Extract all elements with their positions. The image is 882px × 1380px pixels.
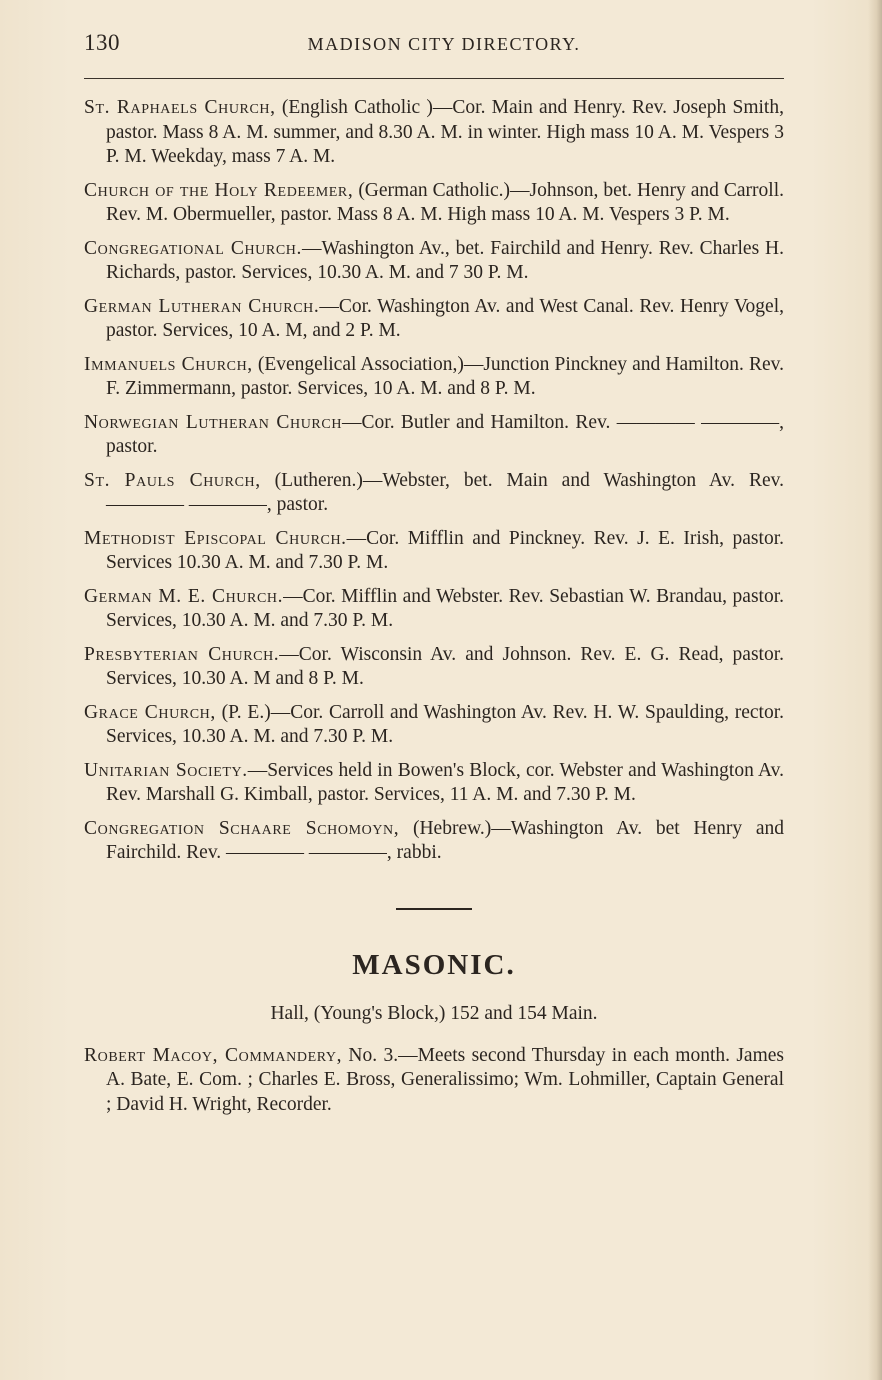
church-entry (84, 585, 784, 634)
church-entry (84, 643, 784, 692)
page-header (84, 30, 784, 64)
section-divider-rule (396, 908, 472, 910)
church-name: Methodist Episcopal Church. (84, 527, 347, 549)
masonic-entry (84, 1044, 784, 1118)
church-details: (Lutheren.)—Webster, bet. Main and Washington Av. Rev. ———— ————, pastor. (106, 469, 784, 515)
section-title: MASONIC. (352, 948, 516, 981)
church-details: (Hebrew.)—Washington Av. bet Henry and Fairchild. Rev. ———— ————, rabbi. (106, 817, 784, 863)
church-name: German M. E. Church. (84, 585, 284, 607)
church-entry (84, 701, 784, 750)
church-details: (German Catholic.)—Johnson, bet. Henry and Carroll. Rev. M. Obermueller, pastor. Mass 8 A. M. High mass 10 A. M. Vespers 3 P. M. (106, 179, 784, 225)
church-name: Congregational Church. (84, 237, 302, 259)
header-rule (84, 78, 784, 79)
masonic-section (84, 948, 784, 1118)
church-details: —Cor. Mifflin and Pinckney. Rev. J. E. Irish, pastor. Services 10.30 A. M. and 7.30 P. M. (106, 527, 784, 573)
church-entry (84, 237, 784, 286)
church-entry (84, 817, 784, 866)
church-name: German Lutheran Church. (84, 295, 320, 317)
church-details: (Evengelical Association,)—Junction Pinckney and Hamilton. Rev. F. Zimmermann, pastor. Services, 10 A. M. and 8 P. M. (106, 353, 784, 399)
section-subtitle: Hall, (Young's Block,) 152 and 154 Main. (270, 1002, 598, 1024)
page-content (84, 96, 784, 1126)
page-edge-shadow (868, 0, 882, 1380)
church-entry (84, 295, 784, 344)
church-details: —Washington Av., bet. Fairchild and Henry. Rev. Charles H. Richards, pastor. Services, 10.30 A. M. and 7 30 P. M. (106, 237, 784, 283)
church-entry (84, 759, 784, 808)
church-name: Congregation Schaare Schomoyn, (84, 817, 400, 839)
church-name: Grace Church, (84, 701, 216, 723)
church-name: Unitarian Society. (84, 759, 248, 781)
church-entry (84, 179, 784, 228)
church-details: (P. E.)—Cor. Carroll and Washington Av. Rev. H. W. Spaulding, rector. Services, 10.30 A. M. and 7.30 P. M. (106, 701, 785, 747)
church-entry (84, 96, 784, 170)
church-list (84, 96, 784, 866)
church-entry (84, 353, 784, 402)
church-details: —Cor. Butler and Hamilton. Rev. ———— ————, pastor. (106, 411, 785, 457)
masonic-entry-details: No. 3.—Meets second Thursday in each month. James A. Bate, E. Com. ; Charles E. Bross, Generalissimo; Wm. Lohmiller, Captain General ; David H. Wright, Recorder. (106, 1044, 784, 1115)
church-name: Immanuels Church, (84, 353, 253, 375)
church-details: —Services held in Bowen's Block, cor. Webster and Washington Av. Rev. Marshall G. Kimball, pastor. Services, 11 A. M. and 7.30 P. M. (106, 759, 784, 805)
church-entry (84, 469, 784, 518)
church-details: —Cor. Mifflin and Webster. Rev. Sebastian W. Brandau, pastor. Services, 10.30 A. M. and 7.30 P. M. (106, 585, 785, 631)
church-entry (84, 527, 784, 576)
church-details: —Cor. Wisconsin Av. and Johnson. Rev. E. G. Read, pastor. Services, 10.30 A. M and 8 P. M. (106, 643, 784, 689)
church-details: (English Catholic )—Cor. Main and Henry. Rev. Joseph Smith, pastor. Mass 8 A. M. summer, and 8.30 A. M. in winter. High mass 10 A. M. Vespers 3 P. M. Weekday, mass 7 A. M. (106, 97, 784, 167)
church-name: Presbyterian Church. (84, 643, 280, 665)
church-details: —Cor. Washington Av. and West Canal. Rev. Henry Vogel, pastor. Services, 10 A. M, and 2 P. M. (106, 295, 784, 341)
church-name: St. Raphaels Church, (84, 97, 276, 118)
church-name: Norwegian Lutheran Church (84, 411, 343, 433)
masonic-entry-name: Robert Macoy, Commandery, (84, 1044, 343, 1066)
running-head: MADISON CITY DIRECTORY. (307, 34, 581, 54)
page-number: 130 (84, 30, 120, 55)
church-name: St. Pauls Church, (84, 469, 261, 491)
church-entry (84, 411, 784, 460)
church-name: Church of the Holy Redeemer, (84, 179, 354, 201)
